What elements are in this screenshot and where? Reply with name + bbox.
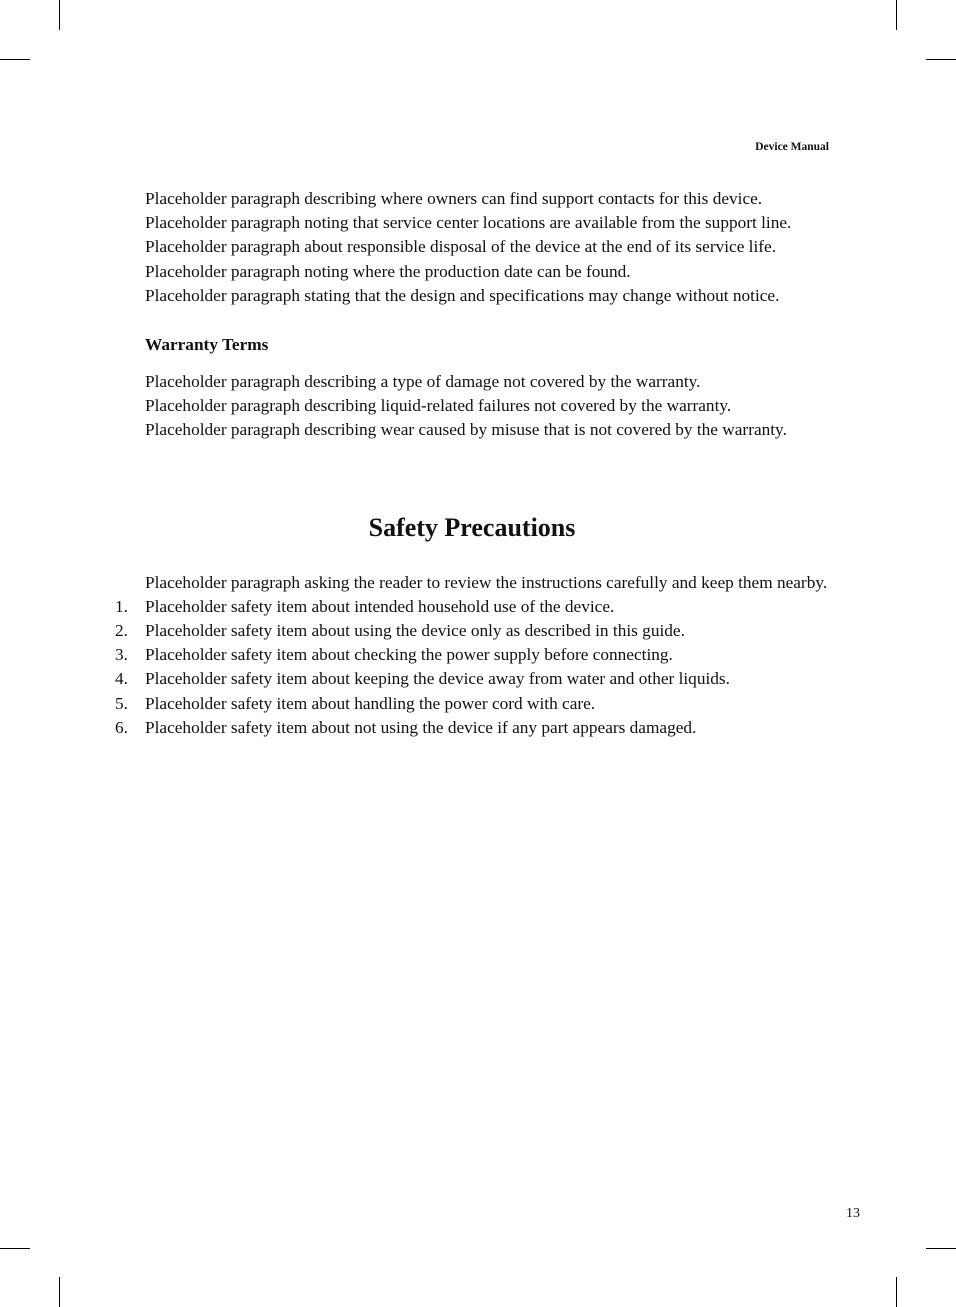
item-text: Placeholder safety item about checking the power supply before connecting. xyxy=(145,645,673,665)
intro-paragraph: Placeholder paragraph describing where owners can find support contacts for this device. xyxy=(145,189,763,208)
crop-mark-bottom-left xyxy=(59,1277,60,1307)
page-content xyxy=(115,187,829,740)
warranty-heading: Warranty Terms xyxy=(145,335,269,355)
warranty-paragraph: Placeholder paragraph describing liquid-related failures not covered by the warranty. xyxy=(145,396,732,416)
item-number: 5. xyxy=(115,693,128,713)
intro-paragraph: Placeholder paragraph about responsible disposal of the device at the end of its service life. xyxy=(145,237,777,257)
precaution-item xyxy=(115,595,829,619)
precaution-item xyxy=(115,619,829,643)
item-number: 3. xyxy=(115,645,128,665)
crop-mark-right-top xyxy=(926,59,956,60)
crop-mark-right-bottom xyxy=(926,1248,956,1249)
item-text: Placeholder safety item about handling the power cord with care. xyxy=(145,693,596,713)
crop-mark-top-right xyxy=(896,0,897,30)
item-number: 4. xyxy=(115,669,128,689)
item-number: 6. xyxy=(115,717,128,737)
item-number: 1. xyxy=(115,596,128,616)
item-text: Placeholder safety item about not using the device if any part appears damaged. xyxy=(145,717,697,737)
intro-paragraph: Placeholder paragraph noting where the production date can be found. xyxy=(145,261,631,281)
precaution-item xyxy=(115,692,829,716)
precautions-list xyxy=(115,595,829,740)
crop-mark-left-top xyxy=(0,59,30,60)
item-text: Placeholder safety item about keeping the device away from water and other liquids. xyxy=(145,669,730,689)
precautions-title: Safety Precautions xyxy=(368,512,576,542)
running-header: Device Manual xyxy=(755,141,829,153)
warranty-paragraph: Placeholder paragraph describing wear caused by misuse that is not covered by the warranty. xyxy=(145,420,787,440)
item-text: Placeholder safety item about intended household use of the device. xyxy=(145,596,615,616)
crop-mark-top-left xyxy=(59,0,60,30)
crop-mark-bottom-right xyxy=(896,1277,897,1307)
intro-paragraph: Placeholder paragraph noting that service center locations are available from the support line. xyxy=(145,213,792,233)
crop-mark-left-bottom xyxy=(0,1248,30,1249)
item-number: 2. xyxy=(115,621,128,641)
warranty-paragraph: Placeholder paragraph describing a type of damage not covered by the warranty. xyxy=(145,372,701,392)
item-text: Placeholder safety item about using the device only as described in this guide. xyxy=(145,621,685,641)
precautions-intro: Placeholder paragraph asking the reader to review the instructions carefully and keep them nearby. xyxy=(145,572,828,592)
intro-paragraph: Placeholder paragraph stating that the design and specifications may change without notice. xyxy=(145,285,780,305)
precaution-item xyxy=(115,667,829,691)
precaution-item xyxy=(115,643,829,667)
precaution-item xyxy=(115,716,829,740)
page-number: 13 xyxy=(846,1206,860,1221)
